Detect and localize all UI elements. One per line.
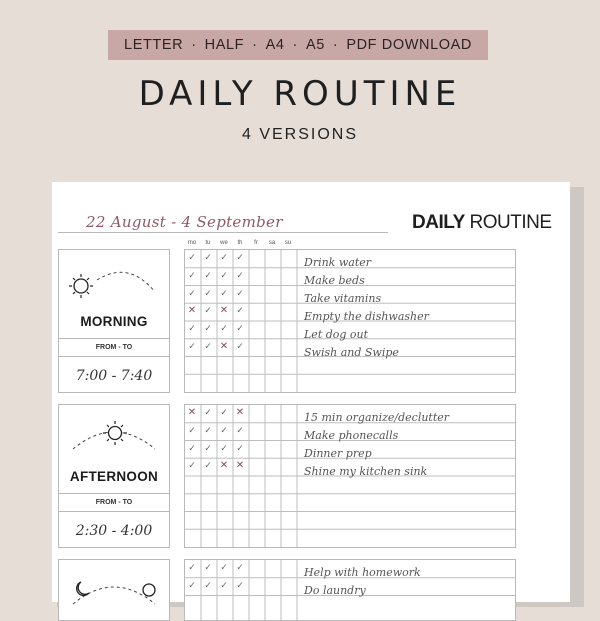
check-mark-icon: ✓ <box>188 341 196 352</box>
cross-mark-icon: ✕ <box>187 407 197 418</box>
check-mark-icon: ✓ <box>236 324 244 334</box>
separator-dot: · <box>292 37 298 53</box>
check-mark-icon: ✓ <box>220 580 228 591</box>
task-item: Let dog out <box>304 328 369 341</box>
check-mark-icon: ✓ <box>188 270 196 281</box>
task-item: Take vitamins <box>304 292 382 305</box>
check-mark-icon: ✓ <box>204 306 212 317</box>
sunrise-icon <box>59 250 169 310</box>
cross-mark-icon: ✕ <box>235 407 245 418</box>
day-header: su <box>284 240 292 246</box>
section-time: 2:30 - 4:00 <box>75 523 153 539</box>
check-mark-icon: ✓ <box>236 253 244 263</box>
day-header: mo <box>187 240 197 246</box>
check-mark-icon: ✓ <box>204 563 212 573</box>
check-mark-icon: ✓ <box>204 408 212 418</box>
day-header: th <box>237 240 243 246</box>
check-mark-icon: ✓ <box>188 461 196 472</box>
section-name: MORNING <box>80 314 148 329</box>
date-underline <box>58 232 388 233</box>
check-mark-icon: ✓ <box>204 270 212 281</box>
task-item: Dinner prep <box>304 447 372 460</box>
check-mark-icon: ✓ <box>220 324 228 334</box>
check-mark-icon: ✓ <box>220 253 228 263</box>
section-time: 7:00 - 7:40 <box>75 368 153 384</box>
check-mark-icon: ✓ <box>188 563 196 573</box>
check-mark-icon: ✓ <box>188 443 196 454</box>
from-to-label: FROM - TO <box>59 493 169 512</box>
cross-mark-icon: ✕ <box>235 460 245 472</box>
format-half: HALF <box>204 37 245 53</box>
cross-mark-icon: ✕ <box>187 305 197 317</box>
task-item: Make phonecalls <box>304 429 399 442</box>
moon-sun-icon <box>59 560 169 620</box>
page-title: DAILY ROUTINE <box>138 74 462 114</box>
check-mark-icon: ✓ <box>204 461 212 472</box>
check-mark-icon: ✓ <box>236 443 244 454</box>
check-mark-icon: ✓ <box>188 253 196 263</box>
morning-card <box>58 249 170 393</box>
afternoon-card <box>58 404 170 548</box>
check-mark-icon: ✓ <box>204 324 212 334</box>
check-mark-icon: ✓ <box>236 425 244 436</box>
formats-banner <box>108 30 488 60</box>
task-item: Shine my kitchen sink <box>304 465 428 478</box>
check-mark-icon: ✓ <box>204 580 212 591</box>
day-header: tu <box>205 240 211 246</box>
check-mark-icon: ✓ <box>220 563 228 573</box>
check-mark-icon: ✓ <box>236 270 244 281</box>
day-header: we <box>220 240 228 246</box>
check-mark-icon: ✓ <box>236 341 244 352</box>
check-mark-icon: ✓ <box>220 408 228 418</box>
check-mark-icon: ✓ <box>204 443 212 454</box>
planner-heading <box>412 212 552 234</box>
from-to-label: FROM - TO <box>59 338 169 357</box>
page-subtitle: 4 VERSIONS <box>241 126 359 143</box>
task-item: Empty the dishwasher <box>304 310 429 323</box>
check-mark-icon: ✓ <box>188 580 196 591</box>
check-mark-icon: ✓ <box>220 425 228 436</box>
check-mark-icon: ✓ <box>220 270 228 281</box>
format-a4: A4 <box>265 37 285 53</box>
check-mark-icon: ✓ <box>204 341 212 352</box>
check-mark-icon: ✓ <box>236 563 244 573</box>
separator-dot: · <box>332 37 339 53</box>
task-item: Drink water <box>304 256 372 269</box>
task-item: Make beds <box>304 274 365 287</box>
check-mark-icon: ✓ <box>236 306 244 317</box>
separator-dot: · <box>191 37 197 53</box>
cross-mark-icon: ✕ <box>219 460 229 472</box>
check-mark-icon: ✓ <box>204 253 212 263</box>
sun-arc-icon <box>59 405 169 465</box>
task-item: Swish and Swipe <box>304 346 399 359</box>
day-header: fr <box>254 240 258 246</box>
task-item: Help with homework <box>304 566 421 579</box>
check-mark-icon: ✓ <box>204 425 212 436</box>
evening-card <box>58 559 170 621</box>
check-mark-icon: ✓ <box>188 288 196 299</box>
cross-mark-icon: ✕ <box>219 340 229 352</box>
check-mark-icon: ✓ <box>220 443 228 454</box>
check-mark-icon: ✓ <box>236 580 244 591</box>
check-mark-icon: ✓ <box>188 425 196 436</box>
format-pdf-download: PDF DOWNLOAD <box>346 37 472 53</box>
check-mark-icon: ✓ <box>220 288 228 299</box>
check-mark-icon: ✓ <box>204 288 212 299</box>
task-item: Do laundry <box>304 584 366 597</box>
separator-dot: · <box>252 37 258 53</box>
planner-heading-regular: ROUTINE <box>464 212 552 233</box>
day-header: sa <box>268 240 276 246</box>
cross-mark-icon: ✕ <box>219 305 229 317</box>
date-range: 22 August - 4 September <box>86 213 283 231</box>
check-mark-icon: ✓ <box>188 324 196 334</box>
planner-heading-bold: DAILY <box>412 212 465 233</box>
check-mark-icon: ✓ <box>236 288 244 299</box>
format-letter: LETTER <box>124 37 184 53</box>
section-name: AFTERNOON <box>69 469 159 484</box>
format-a5: A5 <box>305 37 325 53</box>
task-item: 15 min organize/declutter <box>304 411 450 424</box>
